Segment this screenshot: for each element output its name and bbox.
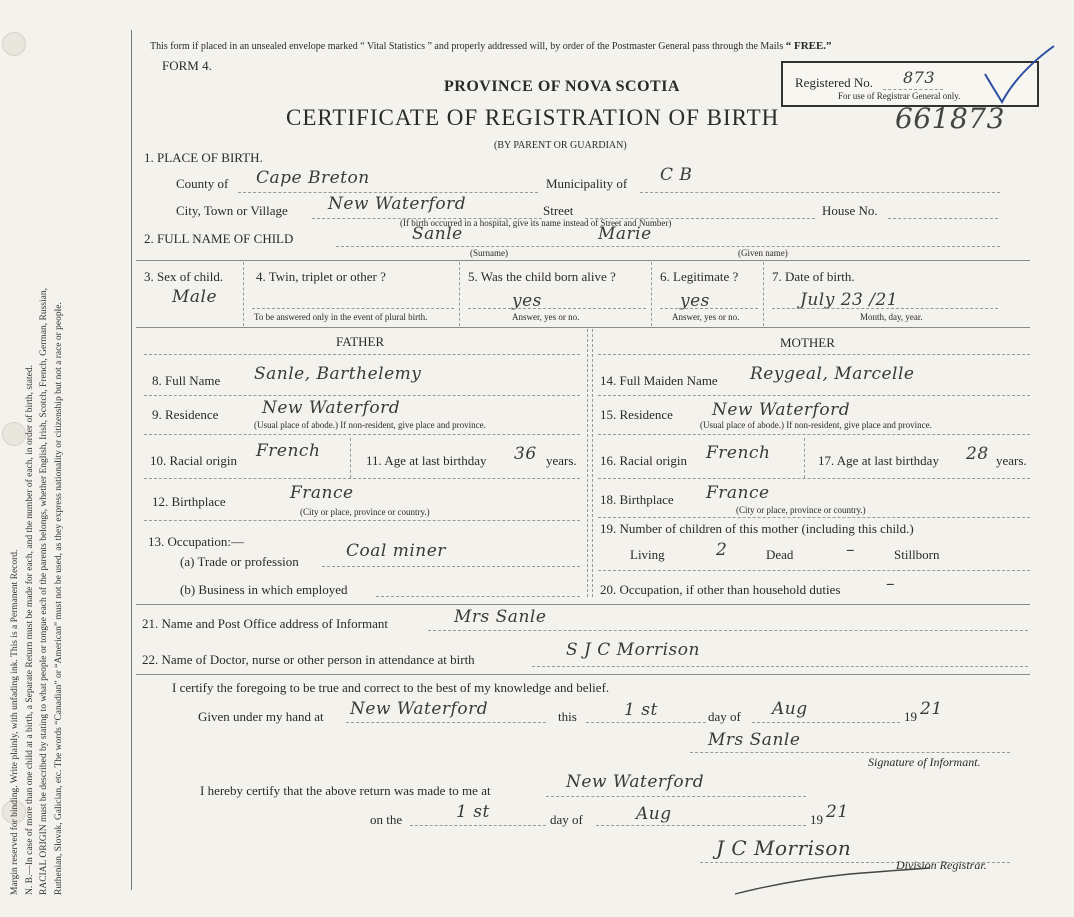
father-occupation-label: 13. Occupation:— [148,534,245,549]
mother-birthplace-label: 18. Birthplace [600,492,674,507]
margin-line-1: Margin reserved for binding. Write plainly, with unfading ink. This is a Permanent Record. [10,549,20,895]
mother-name-label: 14. Full Maiden Name [600,373,718,388]
children-count-label: 19. Number of children of this mother (including this child.) [600,521,914,536]
mother-racial-value: French [706,443,771,463]
father-business-label: (b) Business in which employed [180,582,348,597]
dead-label: Dead [766,547,794,562]
registrar-on-the: on the [370,812,403,827]
certificate-number: 661873 [895,102,1005,135]
mail-notice [150,40,832,52]
municipality-value: C B [660,165,693,185]
sex-value: Male [172,287,218,307]
margin-line-2: N. B.—In case of more than one child at a birth, a Separate Return must be made for each, and the number of each, in order of birth, stated. [24,365,35,895]
mother-residence-value: New Waterford [712,400,851,420]
given-month-value: Aug [772,699,808,719]
surname-note: (Surname) [470,248,508,258]
mother-heading: MOTHER [780,335,835,350]
child-surname-value: Sanle [412,224,463,244]
father-name-value: Sanle, Barthelemy [254,364,422,384]
certificate-title: CERTIFICATE OF REGISTRATION OF BIRTH [286,105,780,130]
reg-label: Registered No. [795,75,873,90]
birth-date-label: 7. Date of birth. [772,269,855,284]
attendant-label: 22. Name of Doctor, nurse or other person in attendance at birth [142,652,475,667]
municipality-label: Municipality of [546,176,628,191]
informant-value: Mrs Sanle [454,607,547,627]
father-residence-value: New Waterford [262,398,401,418]
registrar-place-value: New Waterford [566,772,705,792]
street-label: Street [543,203,574,218]
reg-note: For use of Registrar General only. [838,91,961,101]
mother-abode-note: (Usual place of abode.) If non-resident, give place and province. [700,420,932,430]
mother-name-value: Reygeal, Marcelle [750,364,915,384]
mother-residence-label: 15. Residence [600,407,673,422]
given-name-note: (Given name) [738,248,788,258]
mother-city-note: (City or place, province or country.) [736,505,866,515]
father-trade-value: Coal miner [346,541,446,561]
legitimate-value: yes [680,291,710,311]
given-place-value: New Waterford [350,699,489,719]
mail-notice-text: This form if placed in an unsealed envelope marked “ Vital Statistics ” and properly addressed will, by order of the Postmaster General pass through the Mails [150,41,784,52]
father-years-label: years. [546,453,577,468]
margin-line-3: RACIAL ORIGIN must be described by stating to what people or tongue each of the parents belongs, whether English, Irish, Scotch, French, German, Russian, [39,288,49,895]
father-city-note: (City or place, province or country.) [300,507,430,517]
registrar-month-value: Aug [636,804,672,824]
informant-label: 21. Name and Post Office address of Informant [142,616,388,631]
registrar-day-of: day of [550,812,583,827]
stillborn-label: Stillborn [894,547,940,562]
registrar-signature: J C Morrison [716,836,852,860]
given-year-value: 21 [920,699,943,719]
county-label: County of [176,176,229,191]
province-heading: PROVINCE OF NOVA SCOTIA [444,78,680,95]
binding-margin-line [131,30,132,890]
mother-years-label: years. [996,453,1027,468]
born-alive-label: 5. Was the child born alive ? [468,269,616,284]
registrar-year-value: 21 [826,802,849,822]
born-alive-note: Answer, yes or no. [512,312,580,322]
county-value: Cape Breton [256,168,370,188]
city-label: City, Town or Village [176,203,288,218]
child-name-label: 2. FULL NAME OF CHILD [144,231,294,246]
form-number: FORM 4. [162,58,212,73]
given-year-prefix: 19 [904,709,917,724]
father-birthplace-label: 12. Birthplace [152,494,226,509]
mother-age-value: 28 [966,444,989,464]
reg-value: 873 [903,68,936,87]
margin-instructions [8,20,134,900]
mail-free: “ FREE.” [785,40,832,52]
hospital-note: (If birth occurred in a hospital, give its name instead of Street and Number) [400,218,672,228]
father-birthplace-value: France [290,483,354,503]
legitimate-note: Answer, yes or no. [672,312,740,322]
signature-flourish-icon [730,862,950,902]
registrar-year-prefix: 19 [810,812,823,827]
registrar-signature-label: Division Registrar. [896,858,987,872]
father-heading: FATHER [336,334,385,349]
city-value: New Waterford [328,194,467,214]
mother-birthplace-value: France [706,483,770,503]
mother-occupation-value: – [886,574,895,594]
living-value: 2 [716,540,728,560]
father-trade-label: (a) Trade or profession [180,554,299,569]
legitimate-label: 6. Legitimate ? [660,269,739,284]
informant-certify: I certify the foregoing to be true and correct to the best of my knowledge and belief. [172,680,610,695]
child-given-name-value: Marie [598,224,652,244]
birth-date-note: Month, day, year. [860,312,923,322]
father-name-label: 8. Full Name [152,373,221,388]
birth-date-value: July 23 /21 [800,290,899,310]
living-label: Living [630,547,665,562]
father-age-label: 11. Age at last birthday [366,453,487,468]
informant-signature: Mrs Sanle [708,730,801,750]
registrar-day-value: 1 st [456,802,490,822]
house-number-label: House No. [822,203,878,218]
given-day-of-label: day of [708,709,741,724]
father-residence-label: 9. Residence [152,407,219,422]
margin-line-4: Ruthenian, Slovak, Galician, etc. The words “Canadian” or “American” must not be used, as they express nationality or citizenship but not a race or people. [53,302,64,895]
dead-value: – [846,540,855,560]
father-age-value: 36 [514,444,537,464]
this-label: this [558,709,577,724]
given-day-value: 1 st [624,700,658,720]
attendant-value: S J C Morrison [566,640,700,660]
sex-label: 3. Sex of child. [144,269,224,284]
father-racial-value: French [256,441,321,461]
father-abode-note: (Usual place of abode.) If non-resident, give place and province. [254,420,486,430]
informant-signature-label: Signature of Informant. [868,755,981,769]
born-alive-value: yes [512,291,542,311]
given-under-label: Given under my hand at [198,709,324,724]
registrar-certify: I hereby certify that the above return was made to me at [200,783,491,798]
twin-label: 4. Twin, triplet or other ? [256,269,386,284]
place-of-birth-label: 1. PLACE OF BIRTH. [144,150,263,165]
father-racial-label: 10. Racial origin [150,453,238,468]
certificate-subtitle: (BY PARENT OR GUARDIAN) [494,140,627,151]
mother-racial-label: 16. Racial origin [600,453,688,468]
mother-occupation-label: 20. Occupation, if other than household duties [600,582,841,597]
twin-note: To be answered only in the event of plural birth. [254,312,428,322]
mother-age-label: 17. Age at last birthday [818,453,939,468]
